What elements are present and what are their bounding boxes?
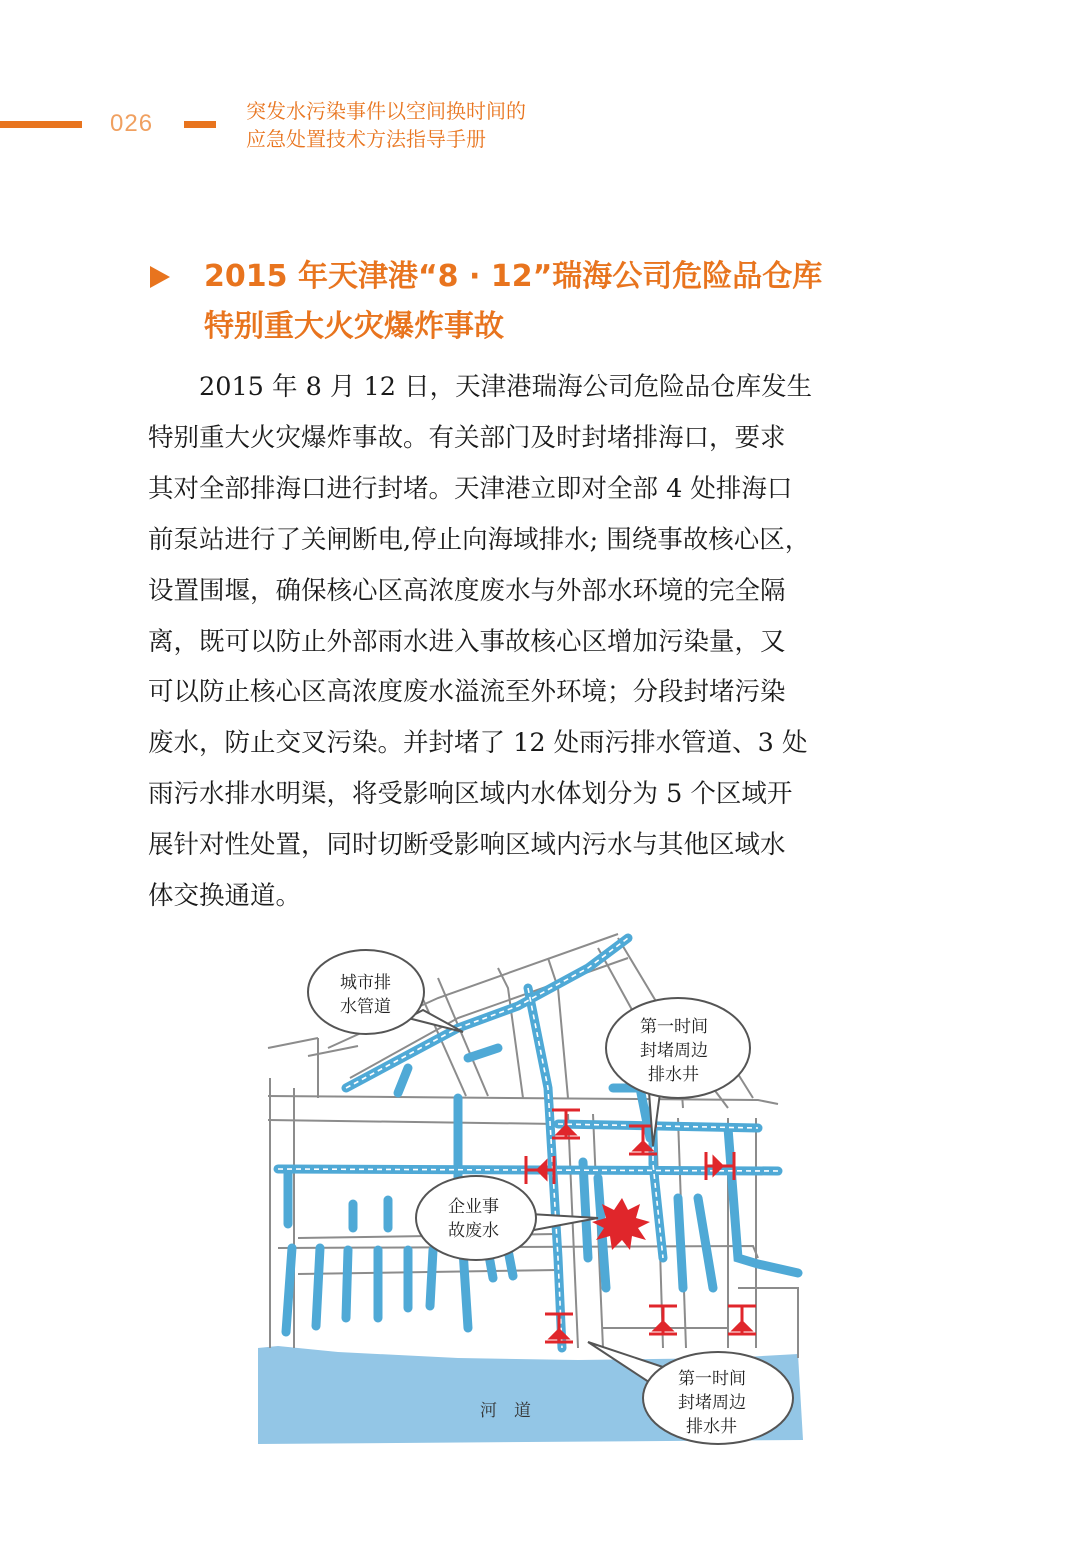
body-line: 体交换通道。 (148, 881, 302, 912)
body-line: 设置围堰，确保核心区高浓度废水与外部水环境的完全隔 (148, 575, 786, 606)
running-title-line-1: 突发水污染事件以空间换时间的 (246, 99, 526, 123)
running-title (246, 97, 526, 153)
body-line: 展针对性处置，同时切断受影响区域内污水与其他区域水 (148, 830, 786, 861)
body-line: 特别重大火灾爆炸事故。有关部门及时封堵排海口，要求 (148, 422, 786, 453)
callout-top-seal-line-2: 封堵周边 (640, 1041, 708, 1061)
river-label: 河 道 (480, 1401, 531, 1421)
valve-marker (649, 1306, 677, 1334)
callout-top-seal-line-1: 第一时间 (640, 1017, 708, 1037)
section-heading-line-2: 特别重大火灾爆炸事故 (204, 309, 504, 344)
callout-city-drain-line-2: 水管道 (340, 997, 391, 1017)
section-bullet-icon (150, 266, 170, 288)
body-line: 离，既可以防止外部雨水进入事故核心区增加污染量，又 (148, 626, 786, 657)
callout-accident-line-2: 故废水 (448, 1221, 499, 1241)
body-paragraph (148, 362, 852, 922)
section-heading (204, 252, 822, 352)
header-separator-bar (184, 121, 216, 128)
callout-city-drain (308, 950, 463, 1034)
drainage-map-svg (258, 928, 818, 1448)
body-line: 可以防止核心区高浓度废水溢流至外环境；分段封堵污染 (148, 677, 786, 708)
header-accent-bar (0, 121, 82, 128)
running-title-line-2: 应急处置技术方法指导手册 (246, 127, 486, 151)
body-line: 2015 年 8 月 12 日，天津港瑞海公司危险品仓库发生 (148, 372, 813, 402)
callout-bottom-seal-line-2: 封堵周边 (678, 1393, 746, 1413)
body-line: 雨污水排水明渠，将受影响区域内水体划分为 5 个区域开 (148, 779, 793, 810)
valve-marker (728, 1306, 756, 1334)
body-line: 废水，防止交叉污染。并封堵了 12 处雨污排水管道、3 处 (148, 728, 808, 759)
callout-top-seal-line-3: 排水井 (648, 1065, 699, 1085)
body-line: 其对全部排海口进行封堵。天津港立即对全部 4 处排海口 (148, 473, 793, 504)
callout-bottom-seal-line-1: 第一时间 (678, 1369, 746, 1389)
callout-bottom-seal-line-3: 排水井 (686, 1417, 737, 1437)
callout-accident-line-1: 企业事 (448, 1197, 499, 1217)
valve-marker (545, 1314, 573, 1342)
page-number: 026 (110, 110, 154, 137)
section-heading-line-1: 2015 年天津港“8 · 12”瑞海公司危险品仓库 (204, 259, 823, 294)
body-line: 前泵站进行了关闸断电,停止向海域排水; 围绕事故核心区， (148, 524, 811, 555)
callout-city-drain-line-1: 城市排 (340, 973, 391, 993)
drainage-map-figure (258, 928, 818, 1448)
